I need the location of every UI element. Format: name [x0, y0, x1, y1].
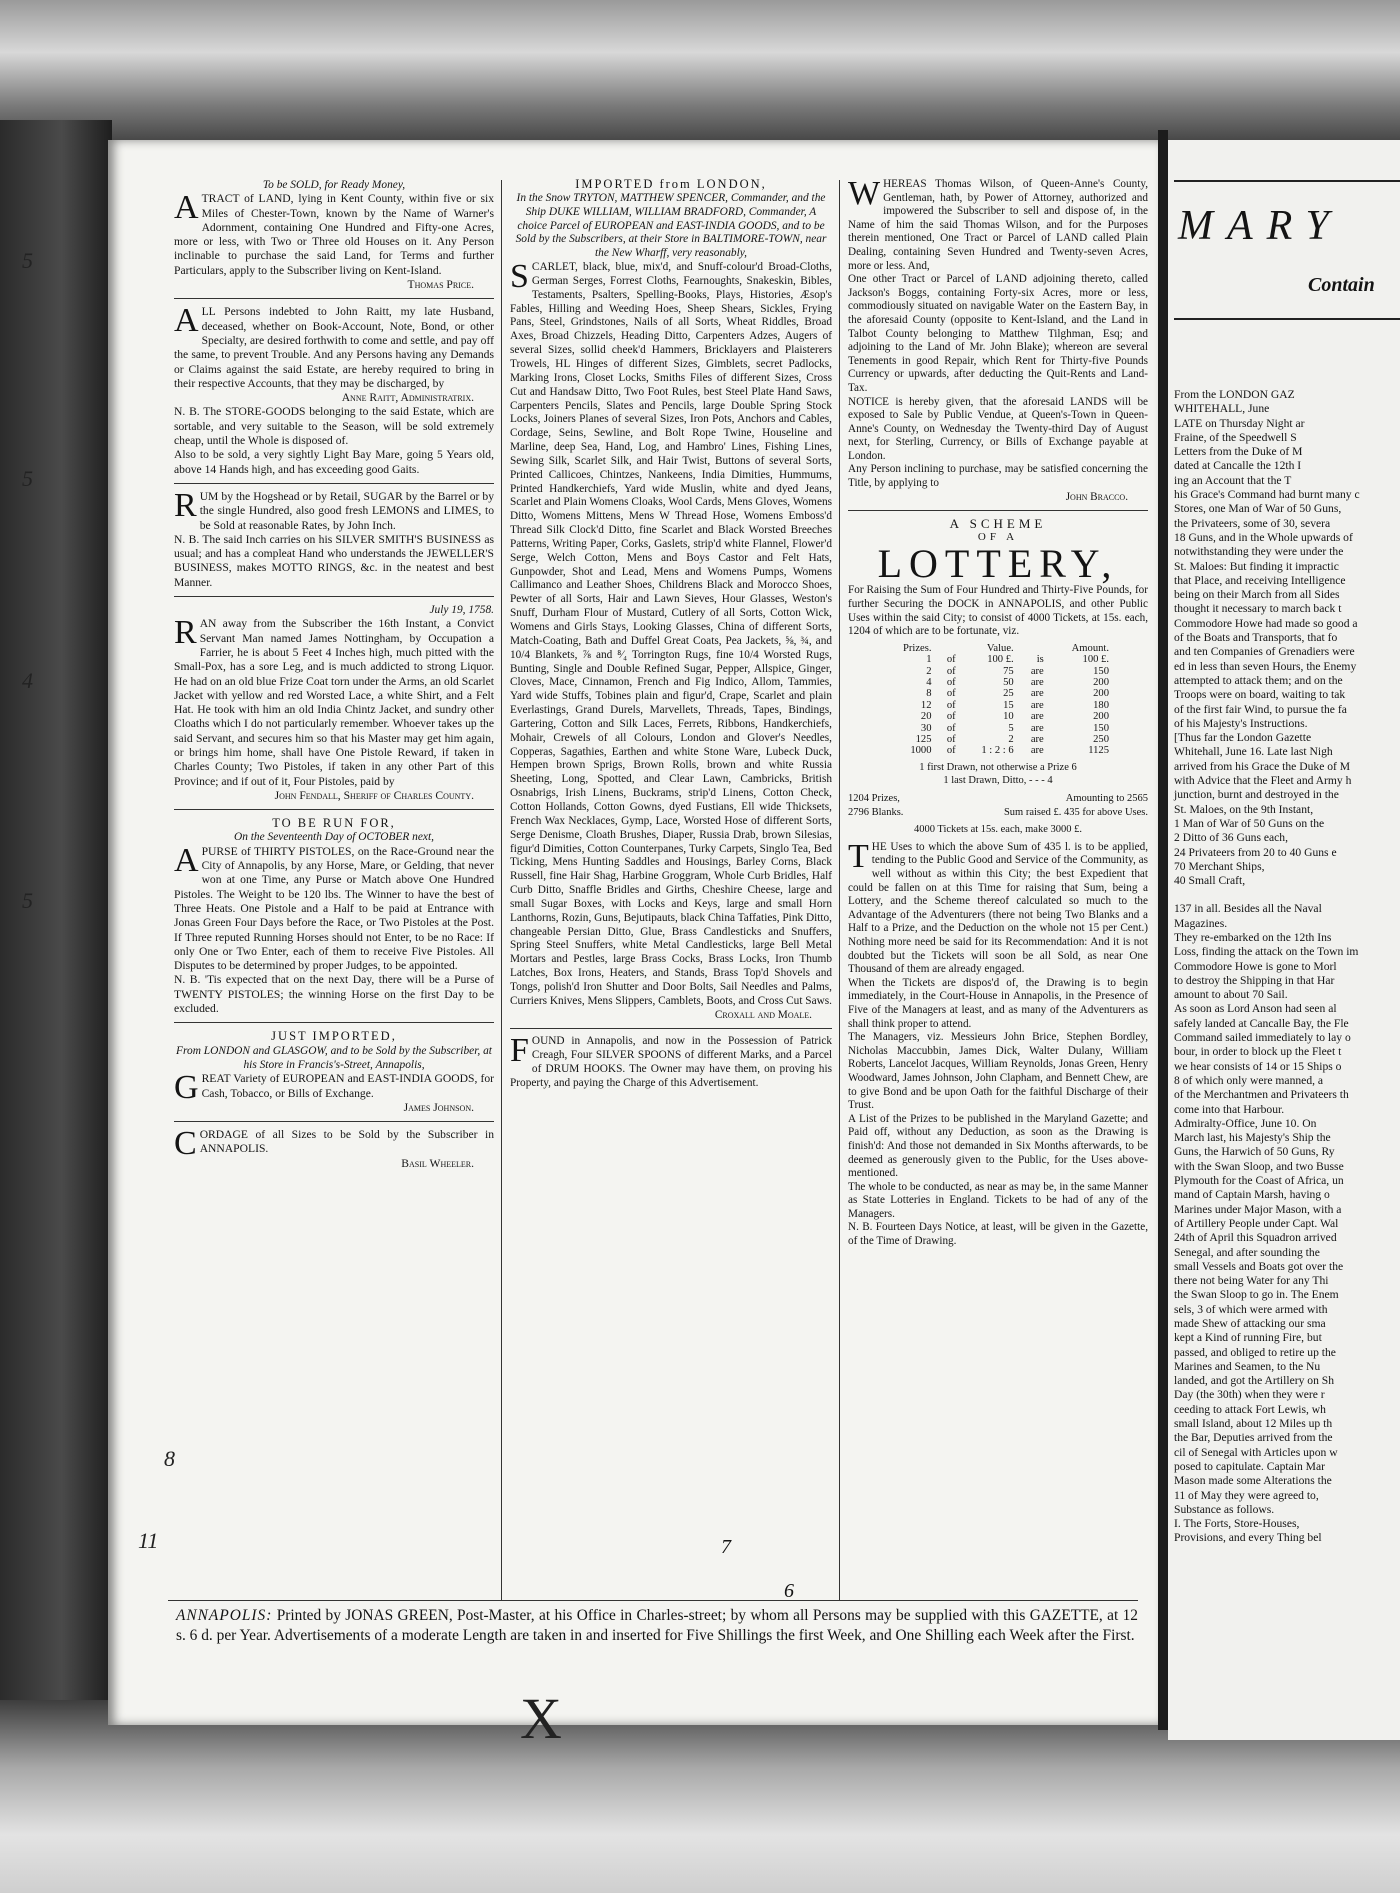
- table-cell: 1 : 2 : 6: [981, 745, 1014, 757]
- table-cell: 50: [1003, 677, 1014, 689]
- lottery-tickets-line: 4000 Tickets at 15s. each, make 3000 £.: [914, 824, 1082, 836]
- ad-body: GREAT Variety of EUROPEAN and EAST-INDIA GOODS, for Cash, Tobacco, or Bills of Exchange.: [174, 1069, 494, 1107]
- imprint-footer: [176, 1606, 1138, 1646]
- column-rule: [839, 180, 840, 1600]
- news-line: with the Swan Sloop, and two Busse: [1174, 1159, 1344, 1173]
- table-cell: 10: [1003, 711, 1014, 723]
- column-rule: [501, 180, 502, 1600]
- table-cell: 2: [926, 665, 932, 677]
- ad-heading: IMPORTED from LONDON,: [575, 177, 767, 191]
- news-line: passed, and obliged to retire up the: [1174, 1345, 1336, 1359]
- table-row: [883, 723, 1113, 734]
- ad-body: RAN away from the Subscriber the 16th Instant, a Convict Servant Man named James Nottingham, by Occupation a Farrier, he is about 5 Feet 4 Inches high, much pitted with the Small-Pox, has a sore Leg, and is much addicted to strong Liquor. He had on an old blue Frize Coat torn under the Arms, an old Scarlet Jacket with yellow and red Worsted Lace, a white Shirt, and a Felt Hat. He took with him an old India Chintz Jacket, and sundry other Cloaths which I do not particularly remember. Whoever takes up the said Servant, and secures him so that his Master may get him again, or brings him home, shall have One Pistole Reward, if taken in Charles County; Two Pistoles, if taken in any other Part of this Province; and if out of it, Four Pistoles, paid by: [174, 614, 494, 788]
- news-line: that Place, and receiving Intelligence: [1174, 573, 1346, 587]
- news-line: bour, in order to block up the Fleet t: [1174, 1045, 1342, 1059]
- news-line: notwithstanding they were under the: [1174, 545, 1344, 559]
- table-cell: 150: [1093, 665, 1109, 677]
- news-line: 2 Ditto of 36 Guns each,: [1174, 831, 1288, 845]
- news-line: 18 Guns, and in the Whole upwards of: [1174, 530, 1353, 544]
- news-line: there not being Water for any Thi: [1174, 1274, 1329, 1288]
- news-line: Guns, the Harwich of 50 Guns, Ry: [1174, 1145, 1335, 1159]
- news-line: ed in less than seven Hours, the Enemy: [1174, 659, 1357, 673]
- book-spine: [0, 120, 112, 1760]
- news-line: Troops were on board, waiting to tak: [1174, 688, 1346, 702]
- divider: [174, 809, 494, 810]
- table-row: [883, 677, 1113, 688]
- ad-wilson-land: [848, 175, 1148, 504]
- ad-body: ATRACT of LAND, lying in Kent County, within five or six Miles of Chester-Town, known by the Name of Warner's Adornment, containing One Hundred and Fifty-one Acres, more or less, with Two or Three old Houses on it. Any Person inclinable to purchase the said Land, for Terms and further Particulars, apply to the Subscriber living on Kent-Island.: [174, 189, 494, 277]
- footer-rule: [168, 1600, 1138, 1601]
- ad-body: WHEREAS Thomas Wilson, of Queen-Anne's County, Gentleman, hath, by Power of Attorney, authorized and impowered the Subscriber to sell and dispose of, in the Name of him the said Thomas Wilson, and for the Purposes therein mentioned, One Tract or Parcel of LAND called Plain Dealing, containing Seven Hundred and Twenty-seven Acres, more or less. And,: [848, 175, 1148, 272]
- news-line: thought it necessary to march back t: [1174, 602, 1342, 616]
- news-line: of Artillery People under Capt. Wal: [1174, 1216, 1339, 1230]
- ad-imported-from-london: [510, 178, 832, 1022]
- handwritten-mark: 7: [721, 1536, 731, 1558]
- news-line: 24th of April this Squadron arrived: [1174, 1231, 1337, 1245]
- table-cell: of: [946, 699, 956, 711]
- news-line: 1 Man of War of 50 Guns on the: [1174, 816, 1325, 830]
- table-cell: of: [946, 745, 956, 757]
- table-cell: 30: [920, 722, 932, 734]
- ad-just-imported: [174, 1029, 494, 1115]
- table-cell: 1125: [1088, 745, 1109, 757]
- table-cell: 5: [1008, 722, 1014, 734]
- lottery-total-prizes: 1204 Prizes,: [848, 793, 900, 805]
- margin-number: 5: [22, 888, 33, 913]
- news-line: Senegal, and after sounding the: [1174, 1245, 1320, 1259]
- ad-runaway-servant: [174, 603, 494, 803]
- table-cell: 200: [1093, 677, 1109, 689]
- table-cell: 2: [1008, 734, 1014, 746]
- table-cell: are: [1030, 665, 1044, 677]
- table-cell: are: [1030, 745, 1044, 757]
- ad-body-2: One other Tract or Parcel of LAND adjoining thereto, called Jackson's Boggs, containing Forty-six Acres, more or less, commodiously situated on navigable Water on the Eastern Bay, in the aforesaid County (opposite to Kent-Island, and the Land in Talbot County belonging to Matthew Tilghman, Esq; and adjoining to the Land of Mr. John Blake); whereon are several Tenements in good Repair, which Rent for Thirty-five Pounds Currency or upwards, after deducting the Quit-Rents and Land-Tax.: [848, 273, 1148, 394]
- divider: [174, 1022, 494, 1023]
- imprint-text: Printed by JONAS GREEN, Post-Master, at his Office in Charles-street; by whom all Persons may be supplied with this GAZETTE, at 12 s. 6 d. per Year. Advertisements of a moderate Length are taken in and inserted for Five Shillings the first Week, and One Shilling each Week after the First.: [176, 1607, 1138, 1644]
- news-line: St. Maloes: But finding it impractic: [1174, 559, 1339, 573]
- news-line: 8 of which only were manned, a: [1174, 1073, 1324, 1087]
- table-cell: are: [1030, 688, 1044, 700]
- table-row: [883, 654, 1113, 665]
- lottery-managers: The Managers, viz. Messieurs John Brice, Stephen Bordley, Nicholas Maccubbin, James Dick, Walter Dulany, William Roberts, Lancelot Jacques, William Reynolds, Jonas Green, Henry Woodward, James Johnson, John Clapham, and Bennett Chew, are to give Bond and be upon Oath for the faithful Discharge of their Trust.: [848, 1031, 1148, 1112]
- table-row: [883, 745, 1113, 756]
- ad-signature: James Johnson.: [403, 1100, 474, 1114]
- news-line: amount to about 70 Sail.: [1174, 988, 1288, 1002]
- lottery-scheme: [848, 517, 1148, 1248]
- ad-found-spoons: [510, 1032, 832, 1090]
- news-line: Letters from the Duke of M: [1174, 445, 1303, 459]
- table-cell: 4: [926, 677, 932, 689]
- news-line: Command sailed immediately to lay o: [1174, 1031, 1351, 1045]
- table-cell: 8: [926, 688, 932, 700]
- ad-raitt-estate: [174, 302, 494, 477]
- table-cell: 75: [1003, 665, 1014, 677]
- divider: [174, 298, 494, 299]
- column-1: [174, 178, 494, 1177]
- table-cell: 1000: [910, 745, 932, 757]
- table-cell: of: [946, 677, 956, 689]
- news-line: Day (the 30th) when they were r: [1174, 1388, 1325, 1402]
- table-cell: is: [1036, 654, 1044, 666]
- news-line: 137 in all. Besides all the Naval: [1174, 902, 1322, 916]
- news-line: Marines under Major Mason, with a: [1174, 1202, 1342, 1216]
- news-line: Commodore Howe is gone to Morl: [1174, 959, 1337, 973]
- news-column: [1174, 388, 1400, 1546]
- lottery-sum-raised: Sum raised £. 435 for above Uses.: [1003, 806, 1148, 818]
- ad-body: ALL Persons indebted to John Raitt, my late Husband, deceased, whether on Book-Account, Note, Bond, or other Specialty, are desired forthwith to come and settle, and pay off the same, to prevent Trouble. And any Persons having any Demands or Claims against the said Estate, are hereby required to bring in their respective Accounts, that they may be discharged, by: [174, 302, 494, 390]
- news-line: small Island, about 12 Miles up th: [1174, 1417, 1333, 1431]
- table-cell: are: [1030, 699, 1044, 711]
- ad-note: Also to be sold, a very sightly Light Bay Mare, going 5 Years old, above 14 Hands high, and has exceeding good Gaits.: [174, 448, 494, 476]
- news-line: of his Majesty's Instructions.: [1174, 716, 1308, 730]
- lottery-amounting: Amounting to 2565: [1065, 793, 1148, 805]
- table-cell: 200: [1093, 688, 1109, 700]
- news-line: Marines and Seamen, to the Nu: [1174, 1359, 1321, 1373]
- news-line: the Swan Sloop to go in. The Enem: [1174, 1288, 1339, 1302]
- news-line: 70 Merchant Ships,: [1174, 859, 1265, 873]
- lottery-prize-table: [883, 643, 1113, 757]
- lottery-totals: [848, 792, 1148, 819]
- page-gutter: [1158, 130, 1168, 1730]
- lottery-uses: THE Uses to which the above Sum of 435 l. is to be applied, tending to the Public Good and Service of the Community, as well without as within this City; the best Expedient that could be fallen on at this Time for raising that Sum, being a Lottery, and the Scheme thereof calculated so much to the Advantage of the Adventurers (there not being Two Blanks and a Half to a Prize, and the Deduction on the whole not 15 per Cent.) Nothing more need be said for its Recommendation: And it is not doubted but the Tickets will soon be all Sold, as near One Thousand of them are already engaged.: [848, 837, 1148, 976]
- news-line: ing an Account that the T: [1174, 473, 1292, 487]
- news-line: kept a Kind of running Fire, but: [1174, 1331, 1322, 1345]
- news-line: the Bar, Deputies arrived from the: [1174, 1431, 1333, 1445]
- column-3: [848, 175, 1148, 1255]
- col-prizes: Prizes.: [902, 642, 932, 654]
- table-cell: 125: [915, 734, 932, 746]
- divider: [174, 1121, 494, 1122]
- ad-heading: TO BE RUN FOR,: [272, 816, 396, 831]
- table-cell: of: [946, 711, 956, 723]
- news-line: small Vessels and Boats got over the: [1174, 1259, 1344, 1273]
- news-line: we hear consists of 14 or 15 Ships o: [1174, 1059, 1342, 1073]
- table-cell: 25: [1003, 688, 1014, 700]
- lottery-purpose: For Raising the Sum of Four Hundred and Thirty-Five Pounds, for further Securing the DOCK in ANNAPOLIS, and other Public Uses within the said City; to consist of 4000 Tickets, at 15s. each, 1204 of which are to be fortunate, viz.: [848, 584, 1148, 638]
- news-line: 24 Privateers from 20 to 40 Guns e: [1174, 845, 1337, 859]
- news-line: the Privateers, some of 30, severa: [1174, 516, 1331, 530]
- news-line: to destroy the Shipping in that Har: [1174, 973, 1335, 987]
- news-line: Admiralty-Office, June 10. On: [1174, 1116, 1317, 1130]
- ad-note: Any Person inclining to purchase, may be satisfied concerning the Title, by applying to: [848, 463, 1148, 490]
- ad-body: APURSE of THIRTY PISTOLES, on the Race-Ground near the City of Annapolis, by any Horse, Mare, or Gelding, that never won at one Time, any Purse or Match above One Hundred Pistoles. The Weight to be 120 lbs. The Winner to have the best of Three Heats. One Pistole and a Half to be paid at Entrance with Jonas Green Four Days before the Race, or Two Pistoles at the Post. If Three reputed Running Horses should not Enter, to be no Race: If only One or Two Enter, each of them to receive Five Pistoles. All Disputes to be determined by proper Judges, to be appointed.: [174, 841, 494, 973]
- news-line: 11 of May they were agreed to,: [1174, 1488, 1319, 1502]
- news-line: of the first fair Wind, to pursue the fa: [1174, 702, 1347, 716]
- news-line: March last, his Majesty's Ship the: [1174, 1131, 1331, 1145]
- table-cell: are: [1030, 677, 1044, 689]
- table-cell: 200: [1093, 711, 1109, 723]
- ad-signature: Anne Raitt, Administratrix.: [341, 391, 474, 405]
- news-line: Mason made some Alterations the: [1174, 1474, 1332, 1488]
- news-line: of the Merchantmen and Privateers th: [1174, 1088, 1349, 1102]
- ad-rum-sugar: [174, 486, 494, 590]
- ad-note: N. B. The said Inch carries on his SILVER SMITH'S BUSINESS as usual; and has a compleat Hand who understands the JEWELLER'S BUSINESS, makes MOTTO RINGS, &c. in the neatest and best Manner.: [174, 532, 494, 589]
- table-cell: 12: [920, 699, 932, 711]
- table-cell: 250: [1093, 734, 1109, 746]
- news-line: As soon as Lord Anson had seen al: [1174, 1002, 1337, 1016]
- ad-cordage: [174, 1125, 494, 1171]
- ad-signature: John Fendall, Sheriff of Charles County.: [274, 788, 474, 802]
- ad-body: SCARLET, black, blue, mix'd, and Snuff-colour'd Broad-Cloths, German Serges, Forrest Cloths, Fearnoughts, Snakeskin, Bibles, Testaments, Psalters, Spelling-Books, Plays, Histories, Æsop's Fables, Hilling and Weeding Hoes, Sheep Shears, Sickles, Frying Pans, Steel, Grindstones, Nails of all Sorts, Wheat Riddles, Broad Axes, Broad Chizzels, Heading Ditto, Carpenters Adzes, Augers of several Sizes, sollid cheek'd Hammers, Bricklayers and Plaisterers Trowels, HL Hinges of different Sizes, Gimblets, secret Padlocks, Marking Irons, Closet Locks, Smiths Files of different Sizes, Cross Cut and Handsaw Ditto, Two Foot Rules, best Steel Plate Hand Saws, Carpenters Pencils, Slates and Pencils, large Double Spring Stock Locks, Joiners Planes of several Sizes, Iron Pots, Anchors and Cables, Cordage, Seins, Sewline, and Bolt Rope Twine, Houseline and Marline, deep Sea, Hand, Log, and Hambro' Lines, Fishing Lines, Sewing Silk, Scarlet Silk, and Hair Twist, Buttons of several Sorts, Printed Callicoes, Chintzes, Nankeens, India Dimities, Hummums, Printed Handkerchiefs, Yard wide Muslin, white and dyed Jeans, Scarlet and Plain Womens Cloaks, Wool Cards, Mens Gloves, Womens Ditto, Womens Mittens, Mens W Thread Hose, Womens Emboss'd Thread Silk Clock'd Ditto, fine Scarlet and Black Worsted Breeches Patterns, Writing Paper, Corks, Gaslets, strip'd white Flannel, Flower'd Serge, Welch Cotton, Mens and Boys Castor and Felt Hats, Gunpowder, Shot and Lead, Mens and Womens Pumps, Womens Callimanco and Leather Shoes, Childrens Black and Morocco Shoes, Pewter of all Sorts, Hair and Lawn Sieves, Hour Glasses, Weston's Snuff, Durham Flour of Mustard, Cutlery of all Sorts, Cotton Wick, Womens and Girls Stays, Looking Glasses, China of different Sorts, Match-Coating, Bath and Duffel Great Coats, Pea Jackets, ⅝, ¾, and 10/4 Blankets, ⅞ and ⁸⁄₄ Torrington Rugs, fine 10/4 Worsted Rugs, Bunting, Single and Double Refined Sugar, Pepper, Allspice, Ginger, Cloves, Mace, Cinnamon, French and Fig Indico, Allom, Tammies, Yard wide Stuffs, Tobines plain and figur'd, Crape, Scarlet and plain Everlastings, Grand Durels, Marvellets, Threads, Tapes, Bindings, Gartering, Cotton and Silk Laces, Ferrets, Ribbons, Handkerchiefs, Mohair, Crewels of all Colours, London and Glover's Needles, Copperas, Sagathies, Earthen and white Stone Ware, Lubeck Duck, Hempen brown Sprigs, Brown Rolls, brown and white Russia Sheeting, Long, Spotted, and Clear Lawn, Cambricks, British Osnabrigs, Irish Linens, Buckrams, strip'd Linens, Cotton Check, Cotton Hollands, Cotton Gowns, dyed Fustians, Ell wide Thicksets, French Wax Necklaces, Gymp, Lace, Worsted Hose of different Sorts, Serge Denisme, Cloath Brushes, Diaper, Russia Drab, brown Silesias, figur'd Dimities, Cotton Counterpanes, Turky Carpets, Singlo Tea, Bed Ticking, Mens Hunting Saddles and Housings, Barley Corns, Black Russell, fine Hair Shag, Harbine Groggram, Whole Curb Bridles, Half Curb Ditto, Snaffle Bridles and Girths, Cheshire Cheese, large and small Sugar Boxes, with Locks and Keys, large and small Horn Lanthorns, Rozin, Guns, Bejutipauts, black China Taffaties, Pink Ditto, changeable Persian Ditto, Glue, Brass Candlesticks and Snuffers, Spring Steel Snuffers, white Metal Candlesticks, large Bell Metal Mortars and Pestles, large Brass Cocks, Brass Locks, Iron Thumb Latches, Box Irons, Heaters, and Stands, Brass Top'd Shovels and Tongs, polish'd Iron Shutter and Door Bolts, Sail Needles and Palms, Curriers Knives, Mens Slippers, Camblets, Boots, and Cross Cut Saws.: [510, 258, 832, 1007]
- handwritten-mark: 6: [784, 1580, 794, 1602]
- lottery-whole: The whole to be conducted, as near as may be, in the same Manner as State Lotteries in England. Tickets to be had of any of the Managers.: [848, 1180, 1148, 1220]
- news-line: Substance as follows.: [1174, 1502, 1275, 1516]
- lottery-title: LOTTERY,: [877, 541, 1119, 587]
- table-cell: are: [1030, 722, 1044, 734]
- news-line: Provisions, and every Thing bel: [1174, 1531, 1322, 1545]
- newspaper-page: [108, 140, 1158, 1725]
- imprint-lead: ANNAPOLIS:: [176, 1607, 273, 1624]
- news-line: I. The Forts, Store-Houses,: [1174, 1517, 1300, 1531]
- news-line: 40 Small Craft,: [1174, 874, 1246, 888]
- table-cell: 15: [1003, 699, 1014, 711]
- news-line: attempted to attack them; and on the: [1174, 673, 1343, 687]
- news-line: WHITEHALL, June: [1174, 402, 1270, 416]
- table-cell: 20: [920, 711, 932, 723]
- news-line: Loss, finding the attack on the Town im: [1174, 945, 1359, 959]
- table-cell: of: [946, 734, 956, 746]
- lottery-of-a: OF A: [977, 530, 1019, 543]
- table-cell: are: [1030, 711, 1044, 723]
- ad-subheading: In the Snow TRYTON, MATTHEW SPENCER, Commander, and the Ship DUKE WILLIAM, WILLIAM BRADFORD, Commander, A choice Parcel of EUROPEAN and EAST-INDIA GOODS, and to be Sold by the Subscribers, at their Store in BALTIMORE-TOWN, near the New Wharff, very reasonably,: [515, 191, 827, 260]
- ad-body: RUM by the Hogshead or by Retail, SUGAR by the Barrel or by the single Hundred, also good fresh LEMONS and LIMES, to be Sold at reasonable Rates, by John Inch.: [174, 486, 494, 532]
- table-row: [883, 711, 1113, 722]
- handwritten-x-mark: X: [520, 1686, 562, 1751]
- ad-heading: JUST IMPORTED,: [271, 1029, 397, 1044]
- news-line: safely landed at Cancalle Bay, the Fle: [1174, 1016, 1349, 1030]
- margin-number: 5: [22, 248, 33, 273]
- news-line: arrived from his Grace the Duke of M: [1174, 759, 1351, 773]
- col-value: Value.: [986, 642, 1014, 654]
- news-line: mand of Captain Marsh, having o: [1174, 1188, 1330, 1202]
- masthead-rule: [1174, 180, 1400, 182]
- ad-body: CORDAGE of all Sizes to be Sold by the Subscriber in ANNAPOLIS.: [174, 1125, 494, 1163]
- ad-note: N. B. The STORE-GOODS belonging to the said Estate, which are sortable, and very suitable to the Season, will be sold extremely cheap, until the Whole is disposed of.: [174, 405, 494, 448]
- news-line: come into that Harbour.: [1174, 1102, 1285, 1116]
- news-line: junction, burnt and destroyed in the: [1174, 788, 1339, 802]
- news-line: dated at Cancalle the 12th I: [1174, 459, 1302, 473]
- ad-signature: Thomas Price.: [407, 278, 474, 292]
- table-row: [883, 666, 1113, 677]
- ad-subheading: On the Seventeenth Day of OCTOBER next,: [233, 831, 435, 844]
- table-row: [883, 734, 1113, 745]
- divider: [174, 596, 494, 597]
- lottery-last-drawn: 1 last Drawn, Ditto, - - - 4: [943, 775, 1053, 787]
- news-line: his Grace's Command had burnt many c: [1174, 488, 1360, 502]
- ad-signature: John Bracco.: [1065, 490, 1128, 503]
- news-line: Fraine, of the Speedwell S: [1174, 430, 1297, 444]
- ad-date: July 19, 1758.: [429, 604, 494, 617]
- table-header-row: [883, 643, 1113, 654]
- margin-number: 11: [138, 1528, 159, 1553]
- ad-notice: NOTICE is hereby given, that the aforesaid LANDS will be exposed to Sale by Public Vendue, at Queen's-Town in Queen-Anne's County, on Wednesday the Twenty-third Day of August next, for Sterling, Currency, or Bills of Exchange payable at London.: [848, 395, 1148, 462]
- ad-note: N. B. 'Tis expected that on the next Day, there will be a Purse of TWENTY PISTOLES; the winning Horse on the first Day to be excluded.: [174, 973, 494, 1016]
- ad-body: FOUND in Annapolis, and now in the Possession of Patrick Creagh, Four SILVER SPOONS of different Marks, and a Parcel of DRUM HOOKS. The Owner may have them, on proving his Property, and paying the Charge of this Advertisement.: [510, 1032, 832, 1089]
- news-line: Plymouth for the Coast of Africa, un: [1174, 1174, 1344, 1188]
- table-cell: 1: [926, 654, 932, 666]
- prize-rows: [883, 654, 1113, 757]
- table-cell: 100 £.: [1082, 654, 1109, 666]
- news-line: [1174, 888, 1400, 902]
- divider: [848, 510, 1148, 511]
- news-line: St. Maloes, on the 9th Instant,: [1174, 802, 1314, 816]
- news-line: posed to capitulate. Captain Mar: [1174, 1459, 1325, 1473]
- table-cell: of: [946, 654, 956, 666]
- table-cell: 100 £.: [987, 654, 1014, 666]
- masthead-subtitle: Contain: [1308, 274, 1375, 296]
- scan-background-top: [0, 0, 1400, 150]
- lottery-scheme-label: A SCHEME: [949, 516, 1047, 532]
- table-cell: of: [946, 688, 956, 700]
- lottery-total-blanks: 2796 Blanks.: [848, 806, 904, 818]
- news-line: and ten Companies of Grenadiers were: [1174, 645, 1355, 659]
- lottery-nb: N. B. Fourteen Days Notice, at least, will be given in the Gazette, of the Time of Drawing.: [848, 1221, 1148, 1248]
- ad-land-sale: [174, 178, 494, 292]
- news-line: with Advice that the Fleet and Army h: [1174, 774, 1352, 788]
- news-line: made Shew of attacking our sma: [1174, 1317, 1326, 1330]
- news-line: being on their March from all Sides: [1174, 588, 1340, 602]
- table-cell: 180: [1093, 699, 1109, 711]
- column-2: [510, 178, 832, 1097]
- masthead-rule: [1174, 318, 1400, 320]
- divider: [510, 1028, 832, 1029]
- margin-number: 8: [164, 1446, 175, 1471]
- table-cell: 150: [1093, 722, 1109, 734]
- margin-number: 5: [22, 466, 33, 491]
- ad-horse-race: [174, 816, 494, 1016]
- adjacent-page: [1168, 140, 1400, 1740]
- margin-number: 4: [22, 668, 33, 693]
- ad-subheading: From LONDON and GLASGOW, and to be Sold by the Subscriber, at his Store in Francis's-Street, Annapolis,: [176, 1044, 492, 1071]
- ad-signature: Basil Wheeler.: [401, 1156, 474, 1170]
- news-line: Stores, one Man of War of 50 Guns,: [1174, 502, 1342, 516]
- news-line: cil of Senegal with Articles upon w: [1174, 1445, 1338, 1459]
- ad-heading: To be SOLD, for Ready Money,: [262, 179, 406, 191]
- lottery-first-drawn: 1 first Drawn, not otherwise a Prize 6: [919, 761, 1077, 773]
- table-cell: of: [946, 665, 956, 677]
- divider: [174, 483, 494, 484]
- lottery-list: A List of the Prizes to be published in the Maryland Gazette; and Paid off, without any Deduction, as soon as the Drawing is finish'd: And those not demanded in Six Months afterwards, to be deemed as generously given to the Public, for the Uses above-mentioned.: [848, 1112, 1148, 1180]
- table-row: [883, 700, 1113, 711]
- news-line: ceeding to attack Fort Lewis, wh: [1174, 1402, 1326, 1416]
- ad-signature: Croxall and Moale.: [714, 1008, 812, 1021]
- table-row: [883, 688, 1113, 699]
- news-line: [Thus far the London Gazette: [1174, 731, 1312, 745]
- news-line: sels, 3 of which were armed with: [1174, 1302, 1328, 1316]
- news-line: Commodore Howe had made so good a: [1174, 616, 1358, 630]
- news-line: of the Boats and Transports, that fo: [1174, 631, 1338, 645]
- lottery-when: When the Tickets are dispos'd of, the Drawing is to begin immediately, in the Court-House in Annapolis, in the Presence of Five of the Managers at least, and as many of the Adventurers as shall think proper to attend.: [848, 976, 1148, 1030]
- table-cell: of: [946, 722, 956, 734]
- masthead-title: MARY: [1178, 203, 1343, 249]
- news-line: Magazines.: [1174, 916, 1228, 930]
- table-cell: are: [1030, 734, 1044, 746]
- news-line: From the LONDON GAZ: [1174, 388, 1295, 401]
- col-amount: Amount.: [1071, 642, 1109, 654]
- news-line: Whitehall, June 16. Late last Nigh: [1174, 745, 1333, 759]
- news-line: They re-embarked on the 12th Ins: [1174, 930, 1332, 944]
- news-line: landed, and got the Artillery on Sh: [1174, 1374, 1335, 1388]
- news-line: LATE on Thursday Night ar: [1174, 416, 1305, 430]
